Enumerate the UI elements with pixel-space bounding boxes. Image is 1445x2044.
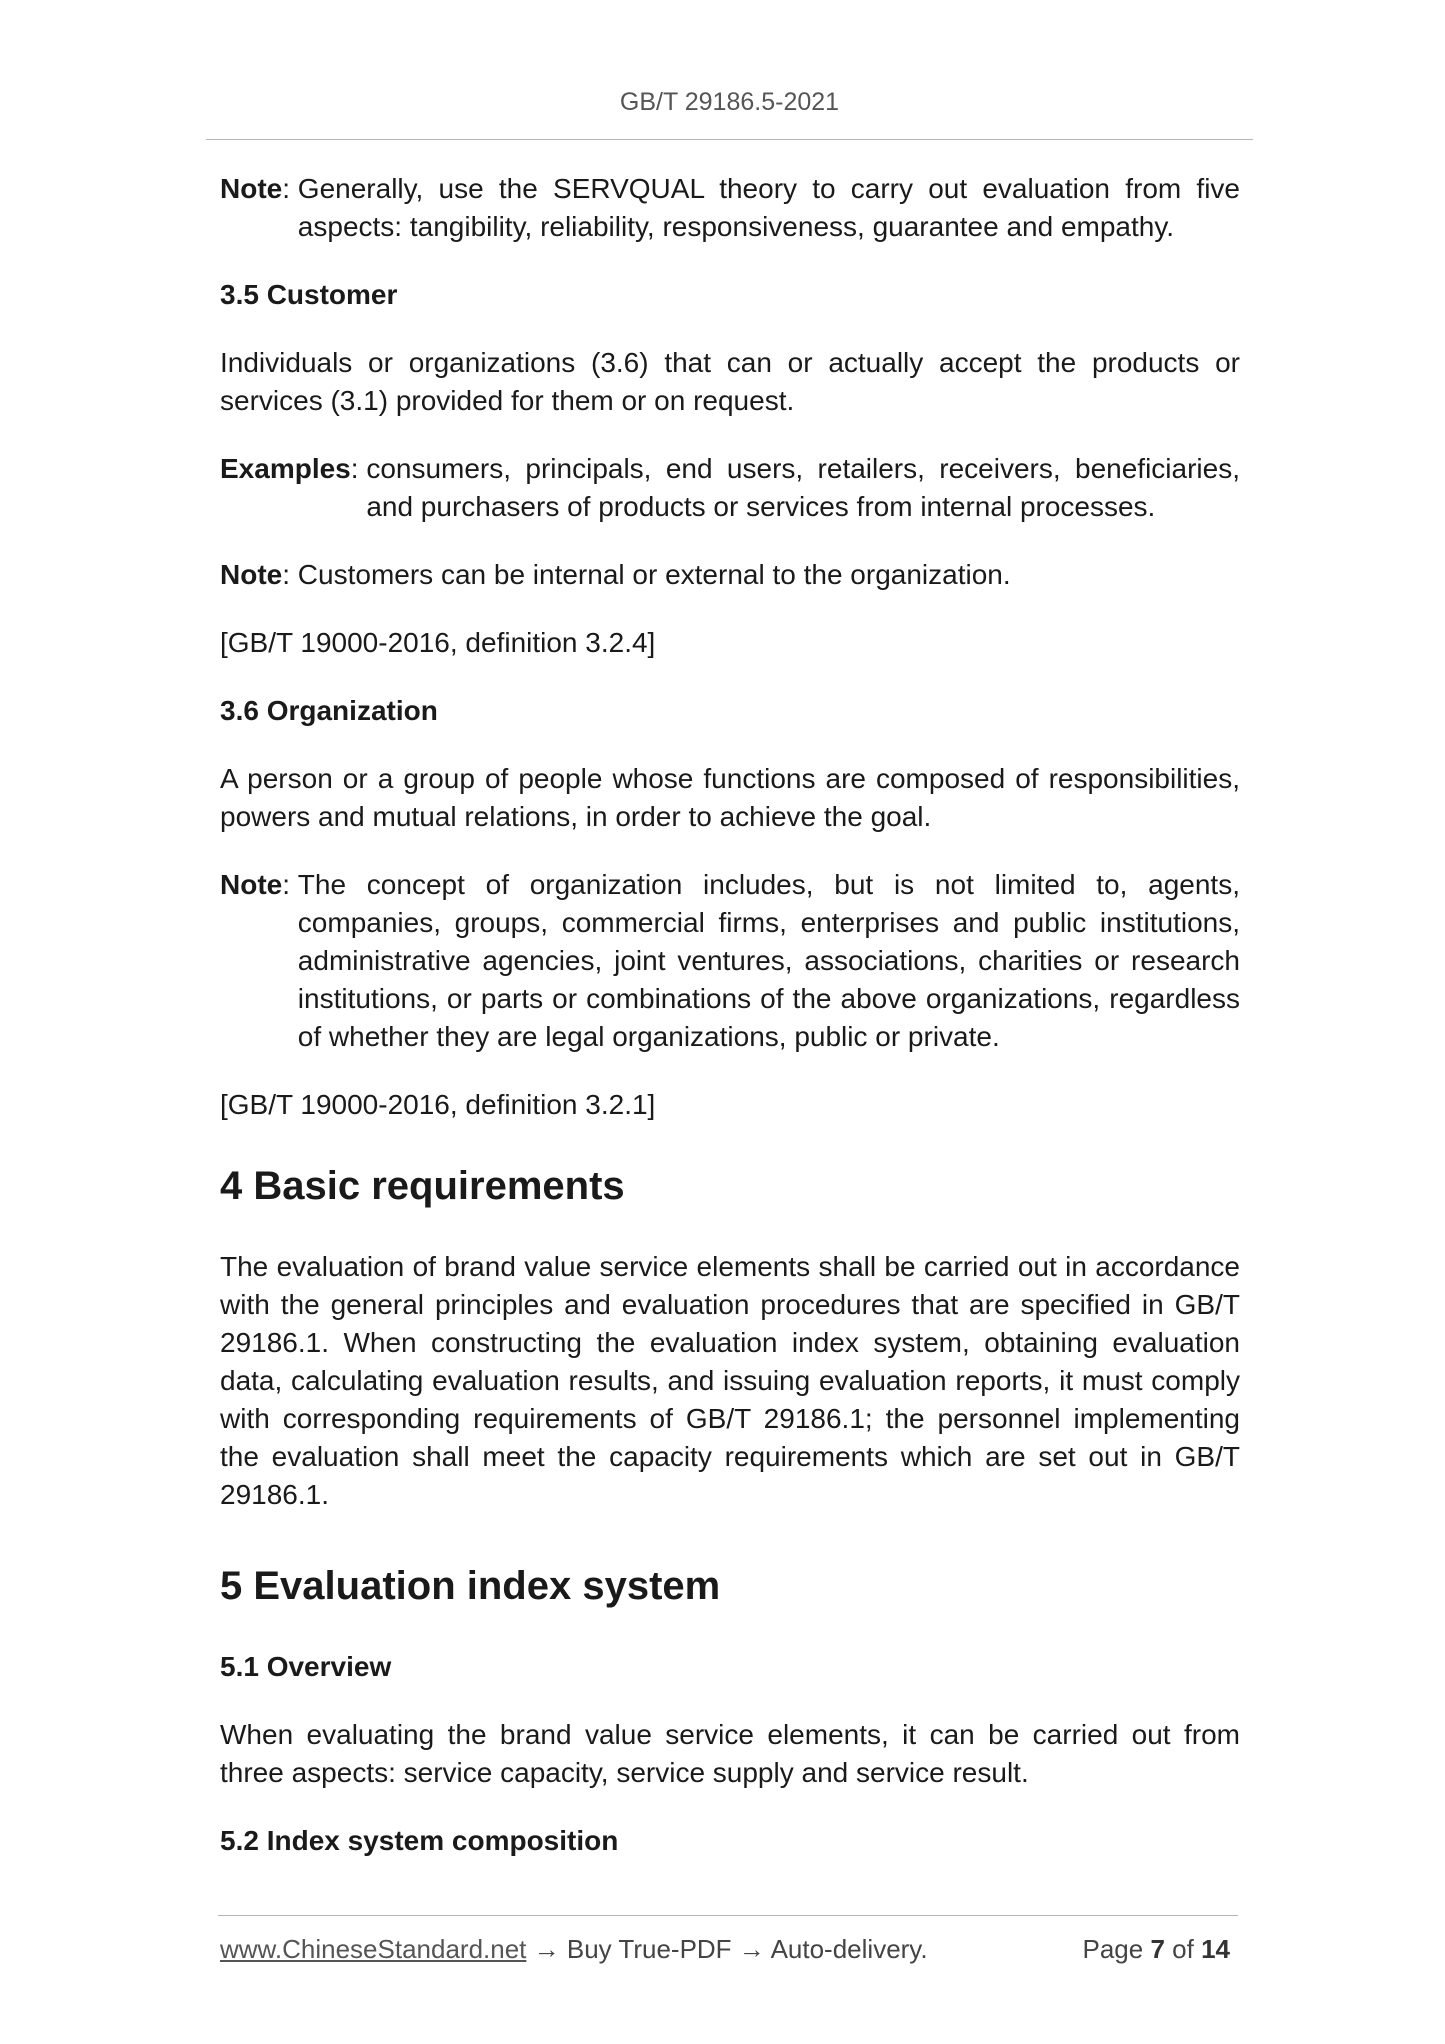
- page-total: 14: [1201, 1934, 1230, 1964]
- note-label: Note: [220, 173, 283, 204]
- section-4-body: The evaluation of brand value service elements shall be carried out in accordance with the general principles and evaluation procedures that are specified in GB/T 29186.1. When constructing the evaluation index system, obtaining evaluation data, calculating evaluation results, and issuing evaluation reports, it must comply with corresponding requirements of GB/T 29186.1; the personnel implementing the evaluation shall meet the capacity requirements which are set out in GB/T 29186.1.: [220, 1251, 1240, 1510]
- section-5-2-title: 5.2 Index system composition: [220, 1825, 619, 1856]
- customer-note: Note : Customers can be internal or external to the organization.: [220, 556, 1240, 594]
- document-body: [220, 170, 1240, 1860]
- section-5-1-body: When evaluating the brand value service elements, it can be carried out from three aspects: service capacity, service supply and service result.: [220, 1719, 1240, 1788]
- page-footer: [220, 1932, 1230, 1966]
- note-servqual: Note : Generally, use the SERVQUAL theory to carry out evaluation from five aspects: tangibility, reliability, responsiveness, guarantee and empathy.: [220, 170, 1240, 246]
- note-label: Note: [220, 869, 283, 900]
- footer-divider: [218, 1915, 1238, 1916]
- section-5-1-title: 5.1 Overview: [220, 1651, 392, 1682]
- examples-label: Examples: [220, 453, 351, 484]
- of-word: of: [1172, 1934, 1194, 1964]
- organization-note: Note : The concept of organization includes, but is not limited to, agents, companies, groups, commercial firms, enterprises and public institutions, administrative agencies, joint ventures, associations, charities or research institutions, or parts or combinations of the above organizations, regardless of whether they are legal organizations, public or private.: [220, 866, 1240, 1056]
- section-3-5-title: 3.5 Customer: [220, 279, 398, 310]
- footer-tagline: → Buy True-PDF → Auto-delivery.: [526, 1934, 928, 1964]
- header-divider: [206, 139, 1253, 140]
- customer-examples: Examples : consumers, principals, end users, retailers, receivers, beneficiaries, and purchasers of products or services from internal processes.: [220, 450, 1240, 526]
- site-link[interactable]: www.ChineseStandard.net: [220, 1934, 527, 1964]
- note-text: The concept of organization includes, but is not limited to, agents, companies, groups, commercial firms, enterprises and public institutions, administrative agencies, joint ventures, associations, charities or research institutions, or parts or combinations of the above organizations, regardless of whether they are legal organizations, public or private.: [297, 869, 1240, 1052]
- page-word: Page: [1082, 1934, 1144, 1964]
- note-text: Customers can be internal or external to the organization.: [297, 559, 1011, 590]
- note-text: Generally, use the SERVQUAL theory to carry out evaluation from five aspects: tangibility, reliability, responsiveness, guarantee and empathy.: [297, 173, 1240, 242]
- organization-reference: [GB/T 19000-2016, definition 3.2.1]: [220, 1089, 656, 1120]
- organization-definition: A person or a group of people whose functions are composed of responsibilities, powers and mutual relations, in order to achieve the goal.: [220, 763, 1240, 832]
- examples-text: consumers, principals, end users, retailers, receivers, beneficiaries, and purchasers of products or services from internal processes.: [366, 453, 1240, 522]
- section-4-title: 4 Basic requirements: [220, 1164, 625, 1208]
- customer-reference: [GB/T 19000-2016, definition 3.2.4]: [220, 627, 656, 658]
- running-header: GB/T 29186.5-2021: [619, 88, 840, 116]
- customer-definition: Individuals or organizations (3.6) that can or actually accept the products or services (3.1) provided for them or on request.: [220, 347, 1240, 416]
- section-5-title: 5 Evaluation index system: [220, 1564, 721, 1608]
- section-3-6-title: 3.6 Organization: [220, 695, 438, 726]
- page-current: 7: [1150, 1934, 1165, 1964]
- note-label: Note: [220, 559, 283, 590]
- page-indicator: [1082, 1932, 1230, 1966]
